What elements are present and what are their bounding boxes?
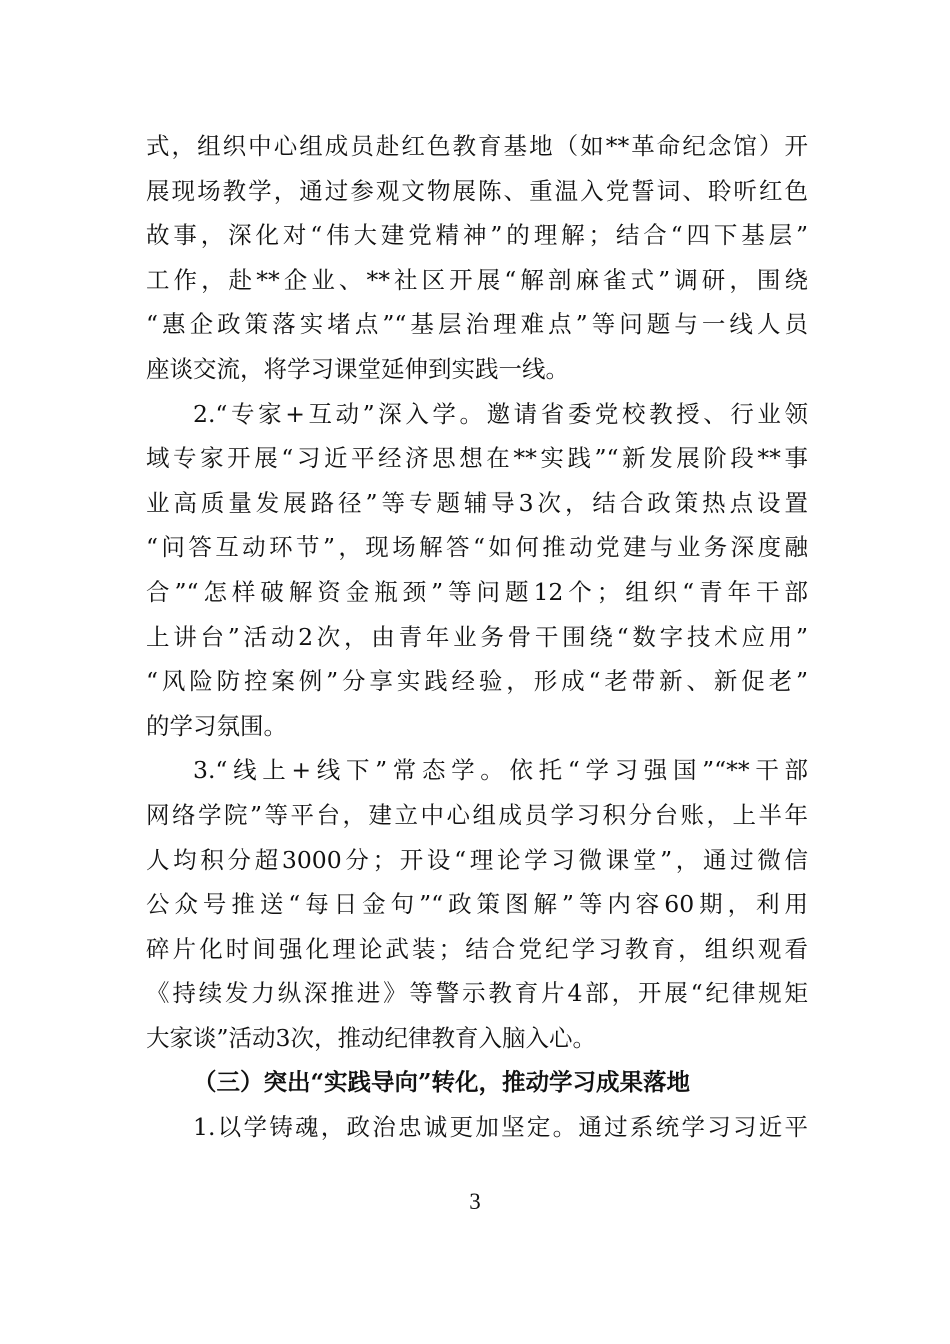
paragraph-start-line: 1.以学铸魂，政治忠诚更加坚定。通过系统学习习近平 [193, 1113, 808, 1142]
text-line: 工作，赴**企业、**社区开展“解剖麻雀式”调研，围绕 [146, 265, 808, 294]
text-line: “风险防控案例”分享实践经验，形成“老带新、新促老” [146, 667, 808, 696]
text-line: 碎片化时间强化理论武装；结合党纪学习教育，组织观看 [146, 934, 808, 963]
text-line: 《持续发力纵深推进》等警示教育片4部，开展“纪律规矩 [146, 979, 808, 1008]
document-body [146, 124, 808, 1150]
text-line: 故事，深化对“伟大建党精神”的理解；结合“四下基层” [146, 221, 808, 250]
text-line: “问答互动环节”，现场解答“如何推动党建与业务深度融 [146, 533, 808, 562]
paragraph-start-line: 3.“线上+线下”常态学。依托“学习强国”“**干部 [193, 756, 808, 785]
page-number: 3 [469, 1189, 481, 1214]
section-heading: （三）突出“实践导向”转化，推动学习成果落地 [193, 1068, 691, 1097]
text-line: 座谈交流，将学习课堂延伸到实践一线。 [146, 354, 569, 383]
text-line: 的学习氛围。 [146, 711, 287, 740]
text-line: 网络学院”等平台，建立中心组成员学习积分台账，上半年 [146, 800, 808, 829]
text-line: 人均积分超3000分；开设“理论学习微课堂”，通过微信 [146, 845, 808, 874]
text-line: 公众号推送“每日金句”“政策图解”等内容60期，利用 [146, 890, 808, 919]
text-line: 上讲台”活动2次，由青年业务骨干围绕“数字技术应用” [146, 622, 808, 651]
text-line: “惠企政策落实堵点”“基层治理难点”等问题与一线人员 [146, 310, 808, 339]
text-line: 合”“怎样破解资金瓶颈”等问题12个；组织“青年干部 [146, 577, 808, 606]
text-line: 展现场教学，通过参观文物展陈、重温入党誓词、聆听红色 [146, 176, 808, 205]
text-line: 大家谈”活动3次，推动纪律教育入脑入心。 [146, 1023, 596, 1052]
text-line: 式，组织中心组成员赴红色教育基地（如**革命纪念馆）开 [146, 132, 808, 160]
paragraph-start-line: 2.“专家+互动”深入学。邀请省委党校教授、行业领 [193, 399, 808, 428]
text-line: 业高质量发展路径”等专题辅导3次，结合政策热点设置 [146, 488, 808, 517]
text-line: 域专家开展“习近平经济思想在**实践”“新发展阶段**事 [146, 444, 808, 473]
